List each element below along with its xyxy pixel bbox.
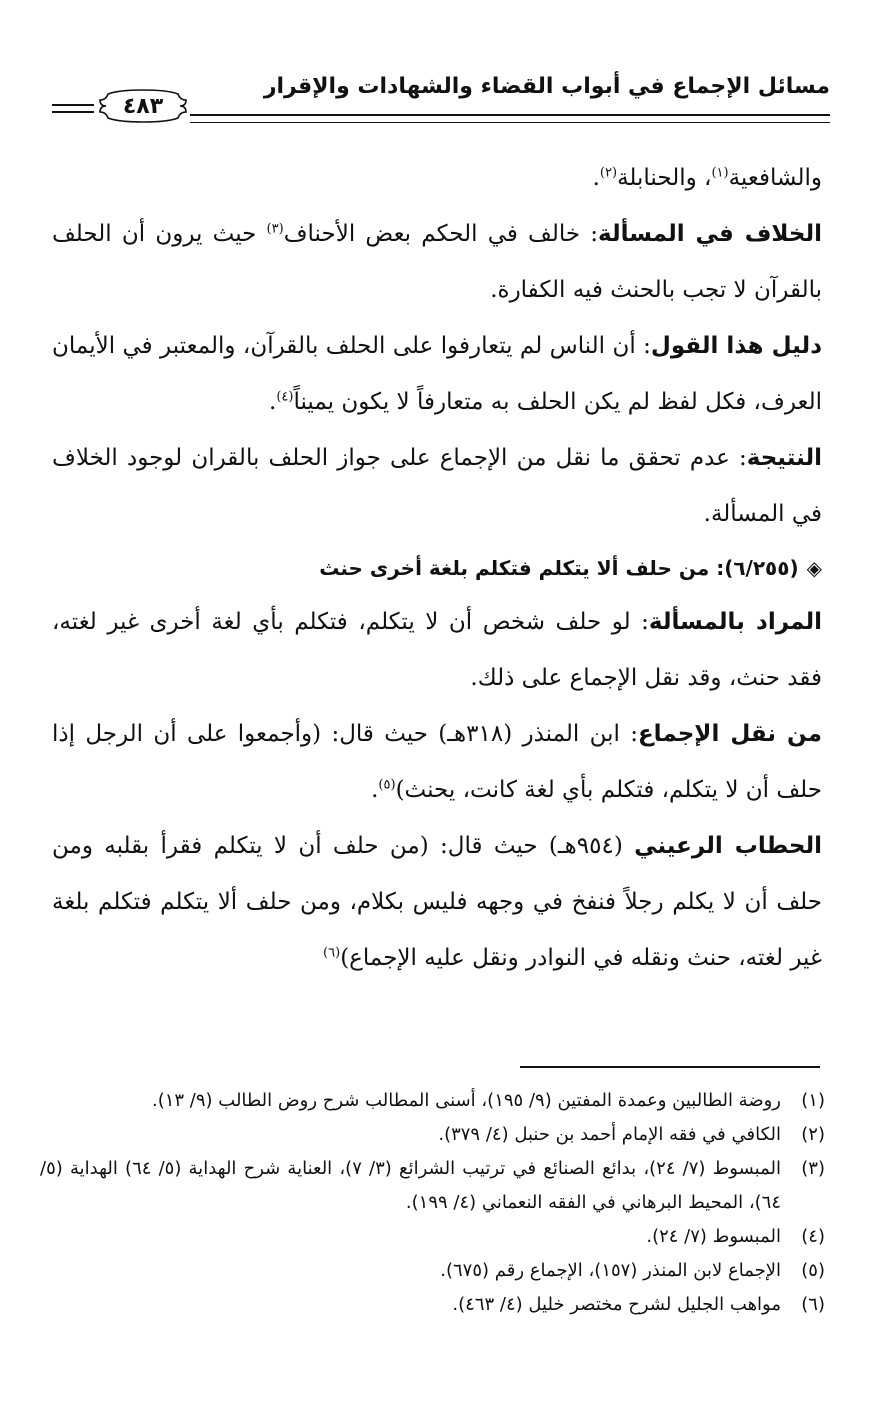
paragraph-hattab: الحطاب الرعيني (٩٥٤هـ) حيث قال: (من حلف أن لا يتكلم فقرأ بقلبه ومن حلف أن لا يكلم رجلاً فنفخ في وجهه فليس بكلام، ومن حلف ألا يتكلم فتكلم بلغة غير لغته، حنث ونقله في النوادر ونقل عليه الإجماع)$^{(٦)}$ bbox=[52, 833, 822, 971]
footnote-item: (١)روضة الطالبين وعمدة المفتين (٩/ ١٩٥)، أسنى المطالب شرح روض الطالب (٩/ ١٣). bbox=[151, 1090, 825, 1111]
paragraph-continuation: والشافعية$^{(١)}$، والحنابلة$^{(٢)}$. bbox=[592, 165, 822, 191]
header-rule-left bbox=[52, 104, 94, 113]
footnote-item: (٥)الإجماع لابن المنذر (١٥٧)، الإجماع رقم (٦٧٥). bbox=[440, 1260, 825, 1281]
page-header bbox=[52, 70, 830, 130]
paragraph-lead: الخلاف في المسألة bbox=[598, 221, 822, 247]
paragraph-result: النتيجة: عدم تحقق ما نقل من الإجماع على جواز الحلف بالقران لوجود الخلاف في المسألة. bbox=[52, 445, 822, 527]
issue-heading: ◈(٦/٢٥٥): من حلف ألا يتكلم فتكلم بلغة أخرى حنث bbox=[52, 542, 822, 594]
footnote-ref: (٥) bbox=[378, 777, 396, 793]
footnote-ref: (٦) bbox=[323, 945, 341, 961]
diamond-bullet-icon: ◈ bbox=[806, 556, 822, 580]
footnote-ref: (٣) bbox=[266, 221, 284, 237]
paragraph-lead: من نقل الإجماع bbox=[637, 721, 822, 747]
paragraph-lead: الحطاب الرعيني bbox=[634, 833, 822, 859]
footnote-item: (٣)المبسوط (٧/ ٢٤)، بدائع الصنائع في ترتيب الشرائع (٣/ ٧)، العناية شرح الهداية (٥/ ٦٤) الهداية (٥/ ٦٤)، المحيط البرهاني في الفقه النعماني (٤/ ١٩٩). bbox=[40, 1158, 825, 1213]
footnote-separator bbox=[520, 1066, 820, 1068]
paragraph-evidence: دليل هذا القول: أن الناس لم يتعارفوا على الحلف بالقرآن، والمعتبر في الأيمان العرف، فكل لفظ لم يكن الحلف به متعارفاً لا يكون يميناً$^{(٤)}$. bbox=[52, 333, 822, 415]
footnote-item: (٢)الكافي في فقه الإمام أحمد بن حنبل (٤/ ٣٧٩). bbox=[438, 1124, 825, 1145]
footnote-item: (٦)مواهب الجليل لشرح مختصر خليل (٤/ ٤٦٣). bbox=[452, 1294, 825, 1315]
paragraph-lead: المراد بالمسألة bbox=[648, 609, 822, 635]
footnotes bbox=[40, 1084, 825, 1322]
footnote-ref: (١) bbox=[711, 165, 729, 181]
footnote-item: (٤)المبسوط (٧/ ٢٤). bbox=[646, 1226, 825, 1247]
main-text bbox=[52, 150, 822, 986]
page-number: ٤٨٣ bbox=[122, 93, 164, 119]
footnote-ref: (٢) bbox=[599, 165, 618, 181]
running-title: مسائل الإجماع في أبواب القضاء والشهادات والإقرار bbox=[263, 74, 830, 99]
paragraph-lead: دليل هذا القول bbox=[650, 333, 822, 359]
paragraph-transmitters: من نقل الإجماع: ابن المنذر (٣١٨هـ) حيث قال: (وأجمعوا على أن الرجل إذا حلف أن لا يتكلم، فتكلم بأي لغة كانت، يحنث)$^{(٥)}$. bbox=[52, 721, 822, 803]
page-number-frame bbox=[96, 86, 190, 126]
header-rule bbox=[190, 114, 830, 123]
paragraph-lead: النتيجة bbox=[746, 445, 822, 471]
paragraph-disagreement: الخلاف في المسألة: خالف في الحكم بعض الأحناف$^{(٣)}$ حيث يرون أن الحلف بالقرآن لا تجب بالحنث فيه الكفارة. bbox=[52, 221, 822, 303]
footnote-ref: (٤) bbox=[276, 389, 294, 405]
paragraph-meaning: المراد بالمسألة: لو حلف شخص أن لا يتكلم، فتكلم بأي لغة أخرى غير لغته، فقد حنث، وقد نقل الإجماع على ذلك. bbox=[52, 609, 822, 691]
